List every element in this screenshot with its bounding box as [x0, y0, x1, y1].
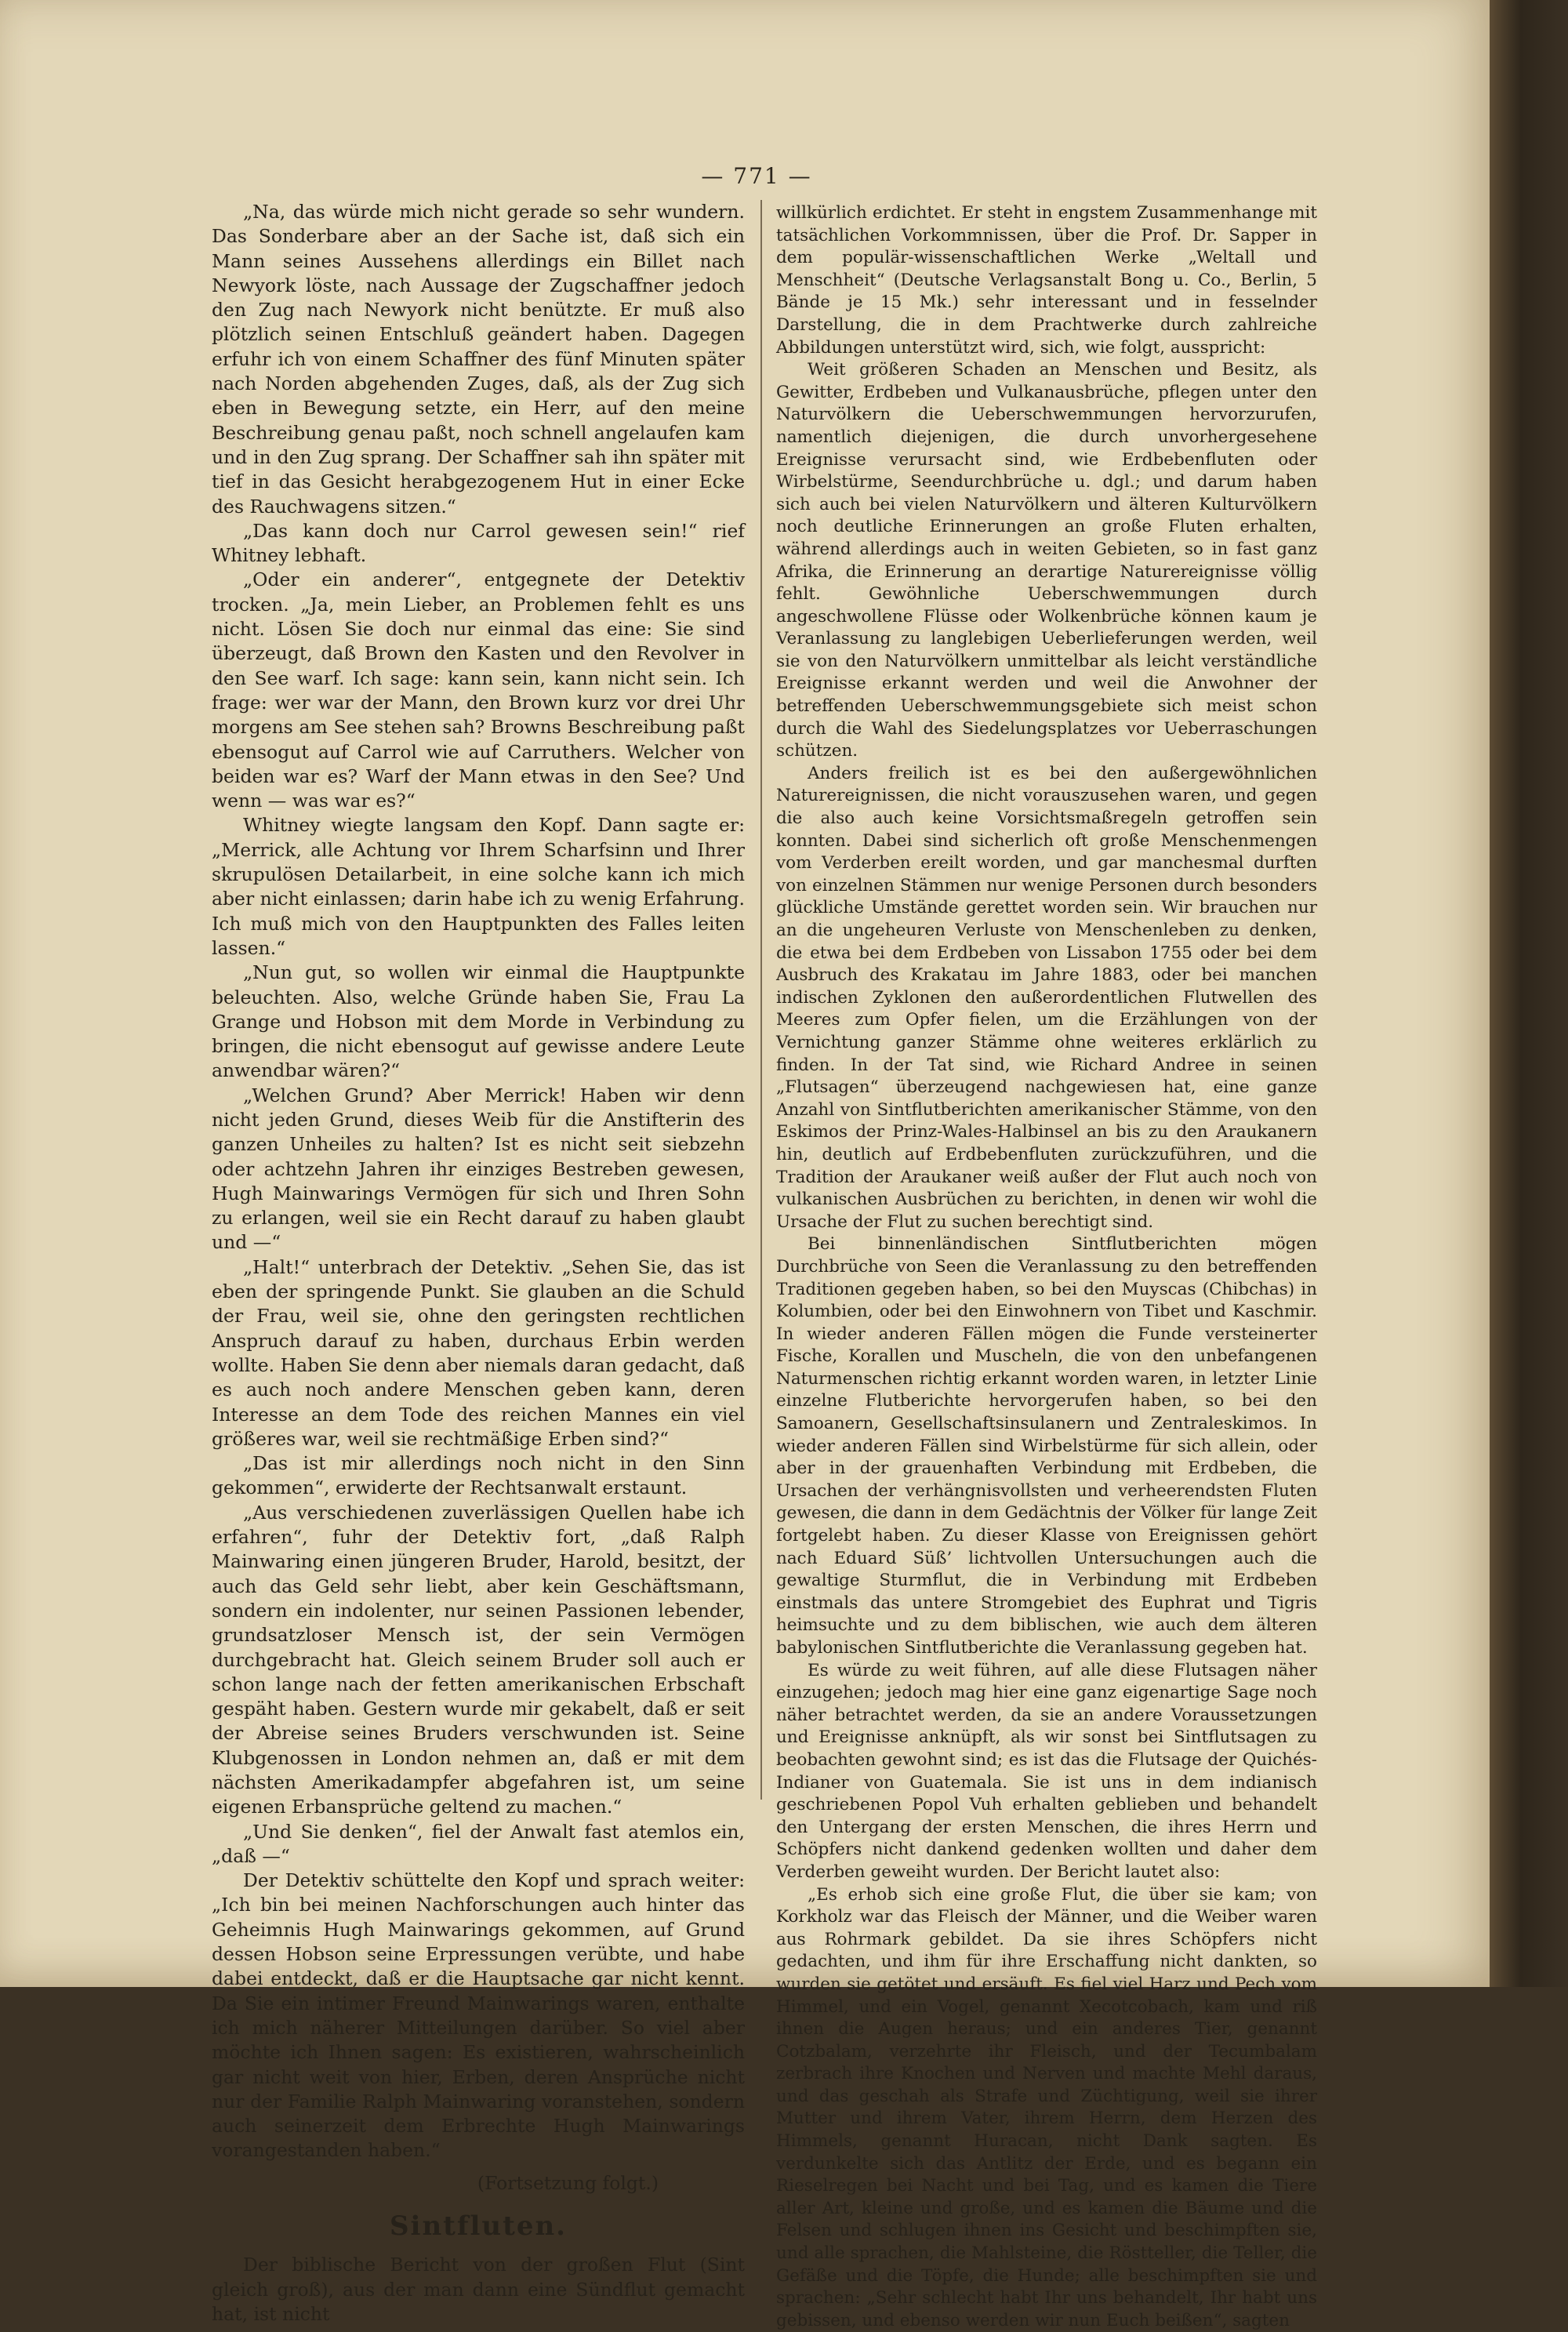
continuation-note: (Fortsetzung folgt.): [477, 2171, 659, 2194]
paragraph: „Aus verschiedenen zuverlässigen Quellen habe ich erfahren“, fuhr der Detektiv fort, „daß Ralph Mainwaring einen jüngeren Bruder, Harold, besitzt, der auch das Geld sehr liebt, aber kein Geschäftsmann, sondern ein indolenter, nur seinen Passionen lebender, grundsatzloser Mensch ist, der sein Vermögen durchgebracht hat. Gleich seinem Bruder soll auch er schon lange nach der fetten amerikanischen Erbschaft gespäht haben. Gestern wurde mir gekabelt, daß er seit der Abreise seines Bruders verschwunden ist. Seine Klubgenossen in London nehmen an, daß er mit dem nächsten Amerikadampfer abgefahren ist, um seine eigenen Erbansprüche geltend zu machen.“: [212, 1501, 745, 1818]
paragraph: Weit größeren Schaden an Menschen und Besitz, als Gewitter, Erdbeben und Vulkanausbrüche, pflegen unter den Naturvölkern die Ueberschwemmungen hervorzurufen, namentlich diejenigen, die durch unvorhergesehene Ereignisse verursacht sind, wie Erdbebenfluten oder Wirbelstürme, Seendurchbrüche u. dgl.; und darum haben sich auch bei vielen Naturvölkern und älteren Kulturvölkern noch deutliche Erinnerungen an große Fluten erhalten, während allerdings auch in weiten Gebieten, so in fast ganz Afrika, die Erinnerung an derartige Naturereignisse völlig fehlt. Gewöhnliche Ueberschwemmungen durch angeschwollene Flüsse oder Wolkenbrüche können kaum je Veranlassung zu langlebigen Ueberlieferungen werden, weil sie von den Naturvölkern unmittelbar als leicht verständliche Ereignisse erkannt werden und weil die Anwohner der betreffenden Ueberschwemmungsgebiete sich meist schon durch die Wahl des Siedelungsplatzes vor Ueberraschungen schützen.: [776, 360, 1317, 761]
paragraph: Der biblische Bericht von der großen Flut (Sint gleich groß), aus der man dann eine Sündflut gemacht hat, ist nicht: [212, 2254, 745, 2325]
section-heading: Sintfluten.: [389, 2210, 568, 2243]
column-divider: [760, 200, 762, 1800]
paragraph: Der Detektiv schüttelte den Kopf und sprach weiter: „Ich bin bei meinen Nachforschungen auch hinter das Geheimnis Hugh Mainwarings gekommen, auf Grund dessen Hobson seine Erpressungen verübte, und habe dabei entdeckt, daß er die Hauptsache gar nicht kennt. Da Sie ein intimer Freund Mainwarings waren, enthalte ich mich näherer Mitteilungen darüber. So viel aber möchte ich Ihnen sagen: Es existieren, wahrscheinlich gar nicht weit von hier, Erben, deren Ansprüche nicht nur der Familie Ralph Mainwaring voranstehen, sondern auch seinerzeit dem Erbrechte Hugh Mainwarings vorangestanden haben.“: [212, 1869, 745, 2162]
paragraph: „Und Sie denken“, fiel der Anwalt fast atemlos ein, „daß —“: [212, 1820, 745, 1867]
paragraph: „Das kann doch nur Carrol gewesen sein!“ rief Whitney lebhaft.: [212, 519, 745, 567]
paragraph: „Das ist mir allerdings noch nicht in den Sinn gekommen“, erwiderte der Rechtsanwalt erstaunt.: [212, 1452, 745, 1499]
page-edge-shadow: [1490, 0, 1568, 1987]
paragraph: „Nun gut, so wollen wir einmal die Hauptpunkte beleuchten. Also, welche Gründe haben Sie, Frau La Grange und Hobson mit dem Morde in Verbindung zu bringen, die nicht ebensogut auf gewisse andere Leute anwendbar wären?“: [212, 961, 745, 1082]
right-column: [776, 202, 1317, 2330]
page-number: — 771 —: [701, 163, 812, 189]
left-column: [212, 200, 745, 2325]
paragraph: Whitney wiegte langsam den Kopf. Dann sagte er: „Merrick, alle Achtung vor Ihrem Scharfsinn und Ihrer skrupulösen Detailarbeit, in eine solche kann ich mich aber nicht einlassen; darin habe ich zu wenig Erfahrung. Ich muß mich von den Hauptpunkten des Falles leiten lassen.“: [212, 814, 745, 959]
paragraph: „Welchen Grund? Aber Merrick! Haben wir denn nicht jeden Grund, dieses Weib für die Anstifterin des ganzen Unheiles zu halten? Ist es nicht seit siebzehn oder achtzehn Jahren ihr einziges Bestreben gewesen, Hugh Mainwarings Vermögen für sich und Ihren Sohn zu erlangen, weil sie ein Recht darauf zu haben glaubt und —“: [212, 1084, 745, 1254]
paragraph: Anders freilich ist es bei den außergewöhnlichen Naturereignissen, die nicht vorauszusehen waren, und gegen die also auch keine Vorsichtsmaßregeln getroffen sein konnten. Dabei sind sicherlich oft große Menschenmengen vom Verderben ereilt worden, und gar manchesmal durften von einzelnen Stämmen nur wenige Personen durch besonders glückliche Umstände gerettet worden sein. Wir brauchen nur an die ungeheuren Verluste von Menschenleben zu denken, die etwa bei dem Erdbeben von Lissabon 1755 oder bei dem Ausbruch des Krakatau im Jahre 1883, oder bei manchen indischen Zyklonen den außerordentlichen Flutwellen des Meeres zum Opfer fielen, um die Erzählungen von der Vernichtung ganzer Stämme ohne weiteres erklärlich zu finden. In der Tat sind, wie Richard Andree in seinen „Flutsagen“ überzeugend nachgewiesen hat, eine ganze Anzahl von Sintflutberichten amerikanischer Stämme, von den Eskimos der Prinz-Wales-Halbinsel an bis zu den Araukanern hin, deutlich auf Erdbebenfluten zurückzuführen, und die Tradition der Araukaner weiß außer der Flut auch noch von vulkanischen Ausbrüchen zu berichten, in denen wir wohl die Ursache der Flut zu suchen berechtigt sind.: [776, 763, 1317, 1232]
paragraph: „Es erhob sich eine große Flut, die über sie kam; von Korkholz war das Fleisch der Männer, und die Weiber waren aus Rohrmark gebildet. Da sie ihres Schöpfers nicht gedachten, und ihm für ihre Erschaffung nicht dankten, so wurden sie getötet und ersäuft. Es fiel viel Harz und Pech vom Himmel, und ein Vogel, genannt Xecotcobach, kam und riß ihnen die Augen heraus; und ein anderes Tier, genannt Cotzbalam, verzehrte ihr Fleisch, und der Tecumbalam zerbrach ihre Knochen und Nerven und machte Mehl daraus, und das geschah als Strafe und Züchtigung, weil sie ihrer Mutter und ihrem Vater, ihrem Herrn, dem Herzen des Himmels, genannt Huracan, nicht Dank sagten. Es verdunkelte sich das Antlitz der Erde, und es begann ein Rieselregen bei Nacht und bei Tag, und es kamen die Tiere aller Art, kleine und große, und es kamen die Bäume und die Felsen und schlugen ihnen ins Gesicht und beschimpften sie, und alle sprachen, die Mahlsteine, die Röstteller, die Teller, die Gefäße und die Töpfe, die Hunde; alle beschimpften sie und sprachen: „Sehr schlecht habt Ihr uns behandelt, Ihr habt uns gebissen, und ebenso werden wir nun Euch beißen“, sagten: [776, 1884, 1317, 2330]
paragraph: willkürlich erdichtet. Er steht in engstem Zusammenhange mit tatsächlichen Vorkommnissen, über die Prof. Dr. Sapper in dem populär-wissenschaftlichen Werke „Weltall und Menschheit“ (Deutsche Verlagsanstalt Bong u. Co., Berlin, 5 Bände je 15 Mk.) sehr interessant und in fesselnder Darstellung, die in dem Prachtwerke durch zahlreiche Abbildungen unterstützt wird, sich, wie folgt, ausspricht:: [776, 203, 1317, 358]
paragraph: Bei binnenländischen Sintflutberichten mögen Durchbrüche von Seen die Veranlassung zu den betreffenden Traditionen gegeben haben, so bei den Muyscas (Chibchas) in Kolumbien, oder bei den Einwohnern von Tibet und Kaschmir. In wieder anderen Fällen mögen die Funde versteinerter Fische, Korallen und Muscheln, die von den unbefangenen Naturmenschen richtig erkannt worden waren, in letzter Linie einzelne Flutberichte hervorgerufen haben, so bei den Samoanern, Gesellschaftsinsulanern und Zentraleskimos. In wieder anderen Fällen sind Wirbelstürme für sich allein, oder aber in der grauenhaften Verbindung mit Erdbeben, die Ursachen der verhängnisvollsten und verheerendsten Fluten gewesen, die dann in dem Gedächtnis der Völker für lange Zeit fortgelebt haben. Zu dieser Klasse von Ereignissen gehört nach Eduard Süß’ lichtvollen Untersuchungen auch die gewaltige Sturmflut, die in Verbindung mit Erdbeben einstmals das untere Stromgebiet des Euphrat und Tigris heimsuchte und zu dem biblischen, wie auch dem älteren babylonischen Sintflutberichte die Veranlassung gegeben hat.: [776, 1234, 1317, 1658]
paragraph: „Halt!“ unterbrach der Detektiv. „Sehen Sie, das ist eben der springende Punkt. Sie glauben an die Schuld der Frau, weil sie, ohne den geringsten rechtlichen Anspruch darauf zu haben, durchaus Erbin werden wollte. Haben Sie denn aber niemals daran gedacht, daß es auch noch andere Menschen geben kann, deren Interesse an dem Tode des reichen Mannes ein viel größeres war, weil sie rechtmäßige Erben sind?“: [212, 1255, 745, 1450]
paragraph: „Oder ein anderer“, entgegnete der Detektiv trocken. „Ja, mein Lieber, an Problemen fehlt es uns nicht. Lösen Sie doch nur einmal das eine: Sie sind überzeugt, daß Brown den Kasten und den Revolver in den See warf. Ich sage: kann sein, kann nicht sein. Ich frage: wer war der Mann, den Brown kurz vor drei Uhr morgens am See stehen sah? Browns Beschreibung paßt ebensogut auf Carrol wie auf Carruthers. Welcher von beiden war es? Warf der Mann etwas in den See? Und wenn — was war es?“: [212, 568, 745, 812]
paragraph: „Na, das würde mich nicht gerade so sehr wundern. Das Sonderbare aber an der Sache ist, daß sich ein Mann seines Aussehens allerdings ein Billet nach Newyork löste, nach Aussage der Zugschaffner jedoch den Zug nach Newyork nicht benützte. Er muß also plötzlich seinen Entschluß geändert haben. Dagegen erfuhr ich von einem Schaffner des fünf Minuten später nach Norden abgehenden Zuges, daß, als der Zug sich eben in Bewegung setzte, ein Herr, auf den meine Beschreibung genau paßt, noch schnell angelaufen kam und in den Zug sprang. Der Schaffner sah ihn später mit tief in das Gesicht herabgezogenem Hut in einer Ecke des Rauchwagens sitzen.“: [212, 201, 745, 518]
paragraph: Es würde zu weit führen, auf alle diese Flutsagen näher einzugehen; jedoch mag hier eine ganz eigenartige Sage noch näher betrachtet werden, da sie an andere Voraussetzungen und Ereignisse anknüpft, als wir sonst bei Sintflutsagen zu beobachten gewohnt sind; es ist das die Flutsage der Quichés-Indianer von Guatemala. Sie ist uns in dem indianisch geschriebenen Popol Vuh erhalten geblieben und behandelt den Untergang der ersten Menschen, die ihres Herrn und Schöpfers nicht dankend gedenken wollten und daher dem Verderben geweiht wurden. Der Bericht lautet also:: [776, 1660, 1317, 1882]
